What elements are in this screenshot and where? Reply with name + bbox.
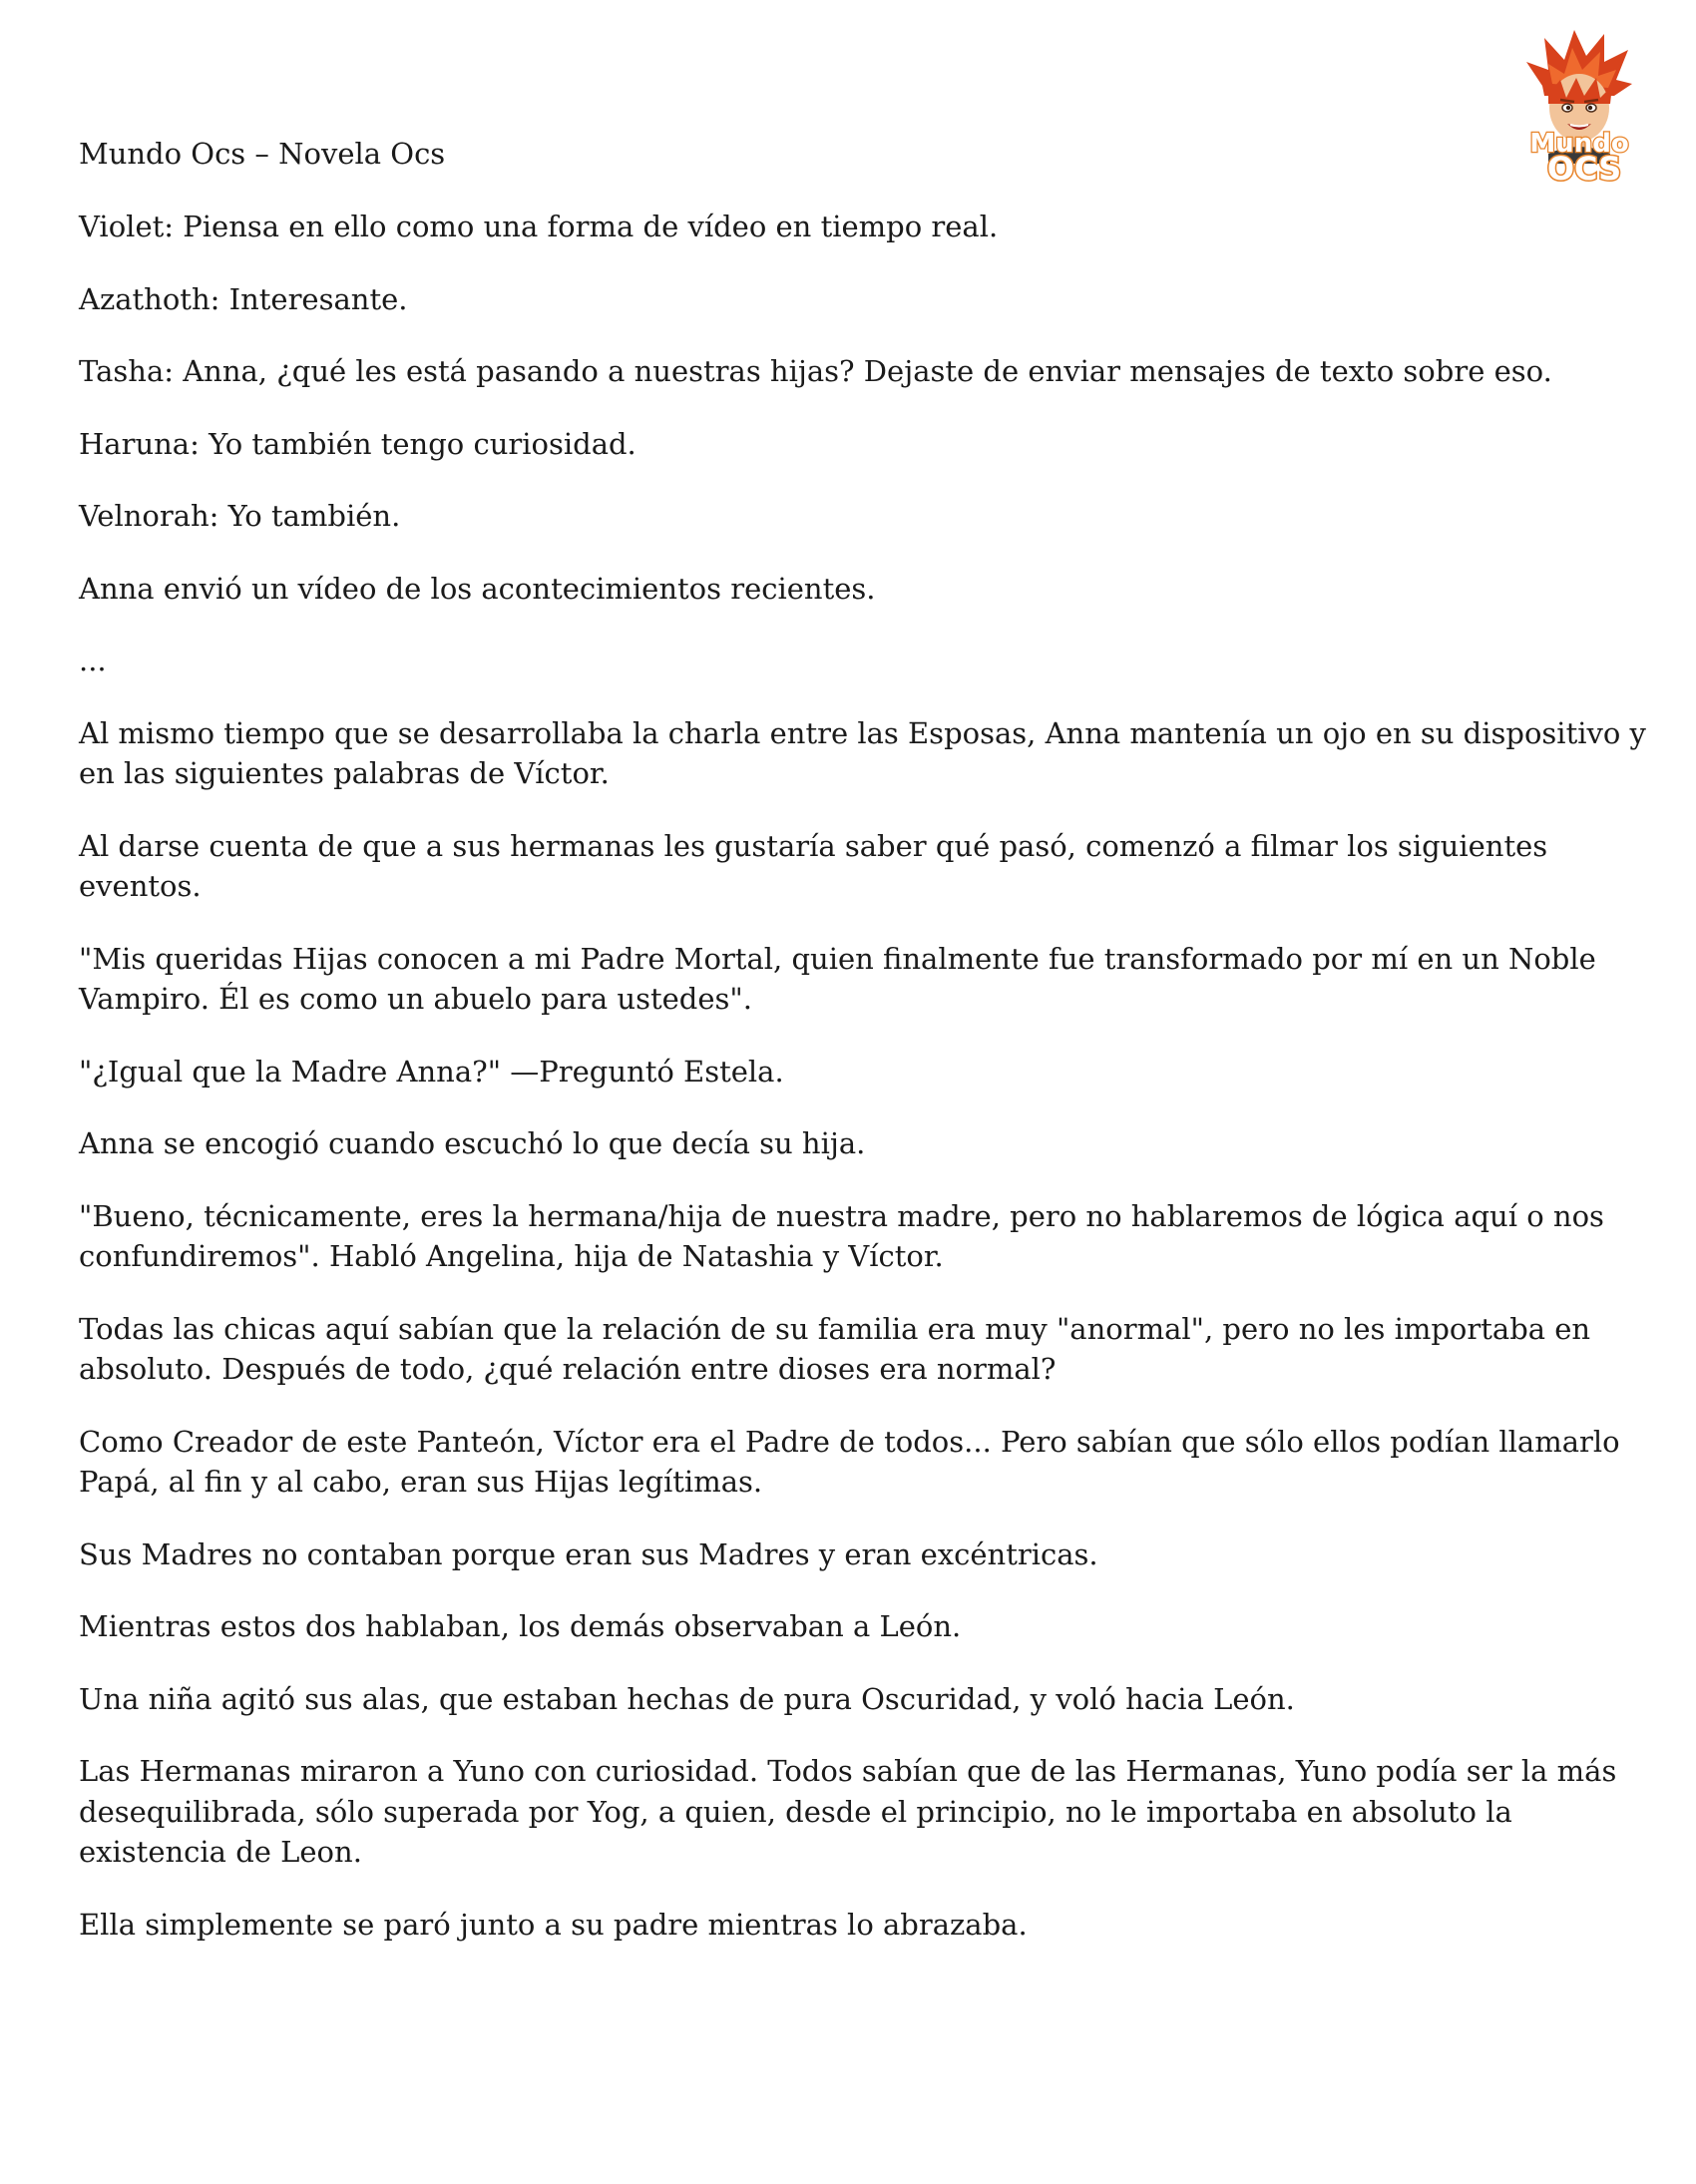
paragraph: Al mismo tiempo que se desarrollaba la charla entre las Esposas, Anna mantenía un ojo en su dispositivo y en las siguientes palabras de Víctor. xyxy=(79,715,1646,790)
paragraph: Sus Madres no contaban porque eran sus Madres y eran excéntricas. xyxy=(79,1536,1098,1571)
svg-text:OCS: OCS xyxy=(1546,150,1622,184)
paragraph: Violet: Piensa en ello como una forma de vídeo en tiempo real. xyxy=(79,210,999,243)
mundo-ocs-logo-icon xyxy=(1504,24,1654,184)
paragraph: Anna se encogió cuando escuchó lo que decía su hija. xyxy=(79,1126,866,1160)
paragraph: "Bueno, técnicamente, eres la hermana/hija de nuestra madre, pero no hablaremos de lógica aquí o nos confundiremos". Habló Angelina, hija de Natashia y Víctor. xyxy=(79,1198,1604,1273)
scene-break-ellipsis: ... xyxy=(79,644,107,677)
paragraph: Al darse cuenta de que a sus hermanas les gustaría saber qué pasó, comenzó a filmar los siguientes eventos. xyxy=(79,828,1548,903)
document-body xyxy=(79,207,1655,1976)
paragraph: Haruna: Yo también tengo curiosidad. xyxy=(79,426,636,461)
svg-text:Mundo: Mundo xyxy=(1529,129,1629,159)
paragraph: Una niña agitó sus alas, que estaban hechas de pura Oscuridad, y voló hacia León. xyxy=(79,1681,1295,1716)
paragraph: Azathoth: Interesante. xyxy=(79,281,408,316)
paragraph: "Mis queridas Hijas conocen a mi Padre Mortal, quien finalmente fue transformado por mí en un Noble Vampiro. Él es como un abuelo para ustedes". xyxy=(79,941,1596,1016)
paragraph: Mientras estos dos hablaban, los demás observaban a León. xyxy=(79,1609,962,1643)
paragraph: Ella simplemente se paró junto a su padre mientras lo abrazaba. xyxy=(79,1907,1028,1942)
paragraph: Como Creador de este Panteón, Víctor era el Padre de todos... Pero sabían que sólo ellos podían llamarlo Papá, al fin y al cabo, eran sus Hijas legítimas. xyxy=(79,1424,1620,1499)
paragraph: Tasha: Anna, ¿qué les está pasando a nuestras hijas? Dejaste de enviar mensajes de texto sobre eso. xyxy=(79,354,1552,388)
paragraph: "¿Igual que la Madre Anna?" —Preguntó Estela. xyxy=(79,1054,784,1089)
paragraph: Velnorah: Yo también. xyxy=(79,499,401,533)
paragraph: Todas las chicas aquí sabían que la relación de su familia era muy "anormal", pero no les importaba en absoluto. Después de todo, ¿qué relación entre dioses era normal? xyxy=(79,1311,1591,1386)
paragraph: Las Hermanas miraron a Yuno con curiosidad. Todos sabían que de las Hermanas, Yuno podía ser la más desequilibrada, sólo superada por Yog, a quien, desde el principio, no le importaba en absoluto la existencia de Leon. xyxy=(79,1754,1617,1869)
page-header-title: Mundo Ocs – Novela Ocs xyxy=(79,137,446,171)
paragraph: Anna envió un vídeo de los acontecimientos recientes. xyxy=(79,571,876,606)
